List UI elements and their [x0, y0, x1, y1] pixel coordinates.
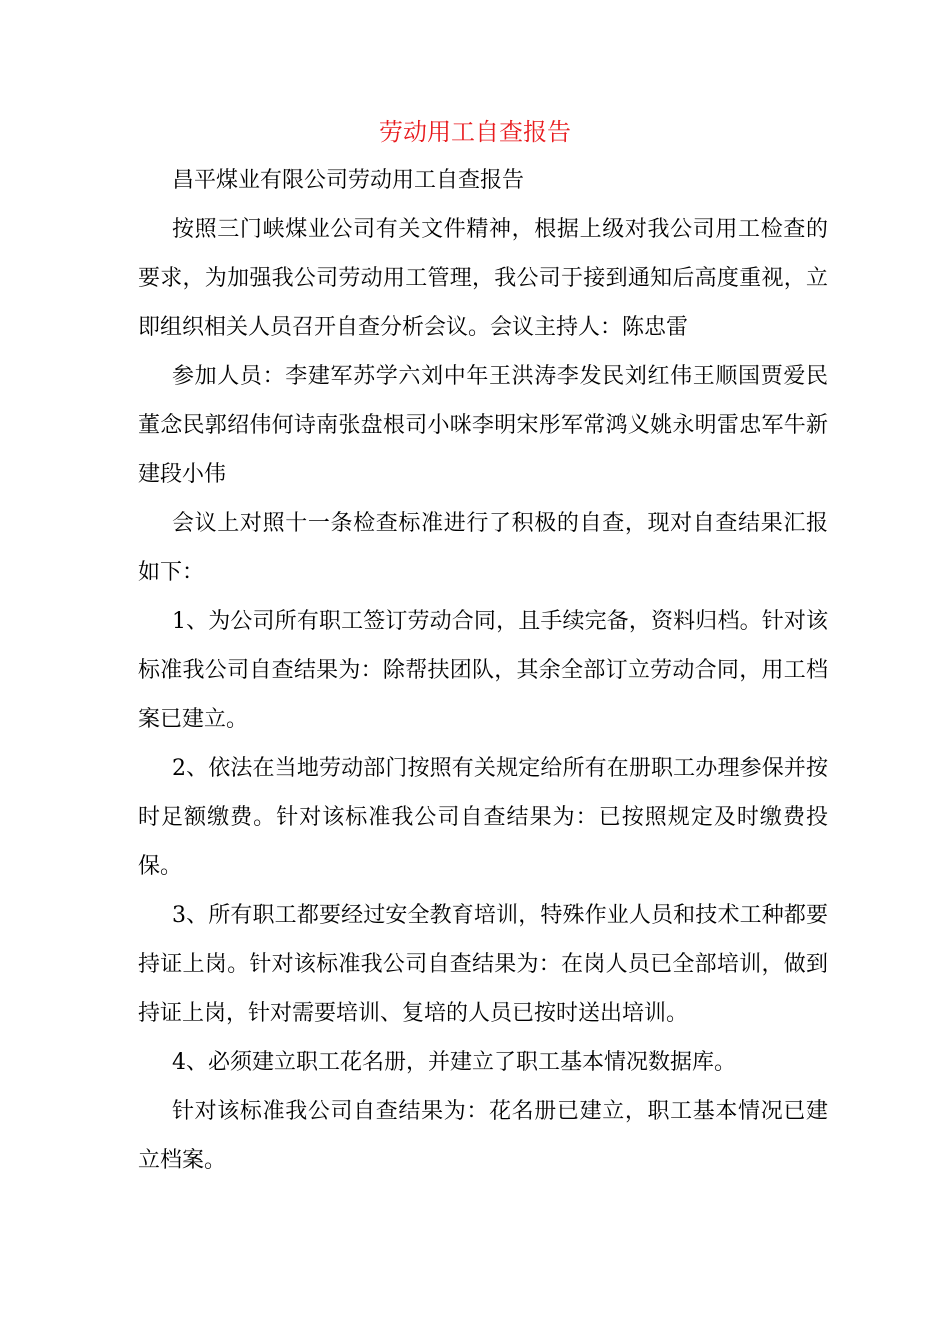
- paragraph-intro: 按照三门峡煤业公司有关文件精神，根据上级对我公司用工检查的要求，为加强我公司劳动用工管理，我公司于接到通知后高度重视，立即组织相关人员召开自查分析会议。会议主持人：陈忠雷: [138, 217, 828, 340]
- paragraph-attendees: 参加人员：李建军苏学六刘中年王洪涛李发民刘红伟王顺国贾爱民董念民郭绍伟何诗南张盘根司小咪李明宋彤军常鸿义姚永明雷忠军牛新建段小伟: [138, 364, 828, 487]
- paragraph-meeting-summary: 会议上对照十一条检查标准进行了积极的自查，现对自查结果汇报如下：: [138, 511, 828, 585]
- paragraph-company-heading: 昌平煤业有限公司劳动用工自查报告: [172, 168, 525, 193]
- paragraph-item-2: 2、依法在当地劳动部门按照有关规定给所有在册职工办理参保并按时足额缴费。针对该标准我公司自查结果为：已按照规定及时缴费投保。: [138, 756, 828, 879]
- document-body: [138, 156, 828, 1185]
- document-title: 劳动用工自查报告: [379, 118, 571, 146]
- paragraph-item-4-result: 针对该标准我公司自查结果为：花名册已建立，职工基本情况已建立档案。: [138, 1099, 828, 1173]
- paragraph-item-4: 4、必须建立职工花名册，并建立了职工基本情况数据库。: [172, 1050, 736, 1075]
- paragraph-item-3: 3、所有职工都要经过安全教育培训，特殊作业人员和技术工种都要持证上岗。针对该标准我公司自查结果为：在岗人员已全部培训，做到持证上岗，针对需要培训、复培的人员已按时送出培训。: [138, 903, 828, 1026]
- paragraph-item-1: 1、为公司所有职工签订劳动合同，且手续完备，资料归档。针对该标准我公司自查结果为：除帮扶团队，其余全部订立劳动合同，用工档案已建立。: [138, 609, 828, 732]
